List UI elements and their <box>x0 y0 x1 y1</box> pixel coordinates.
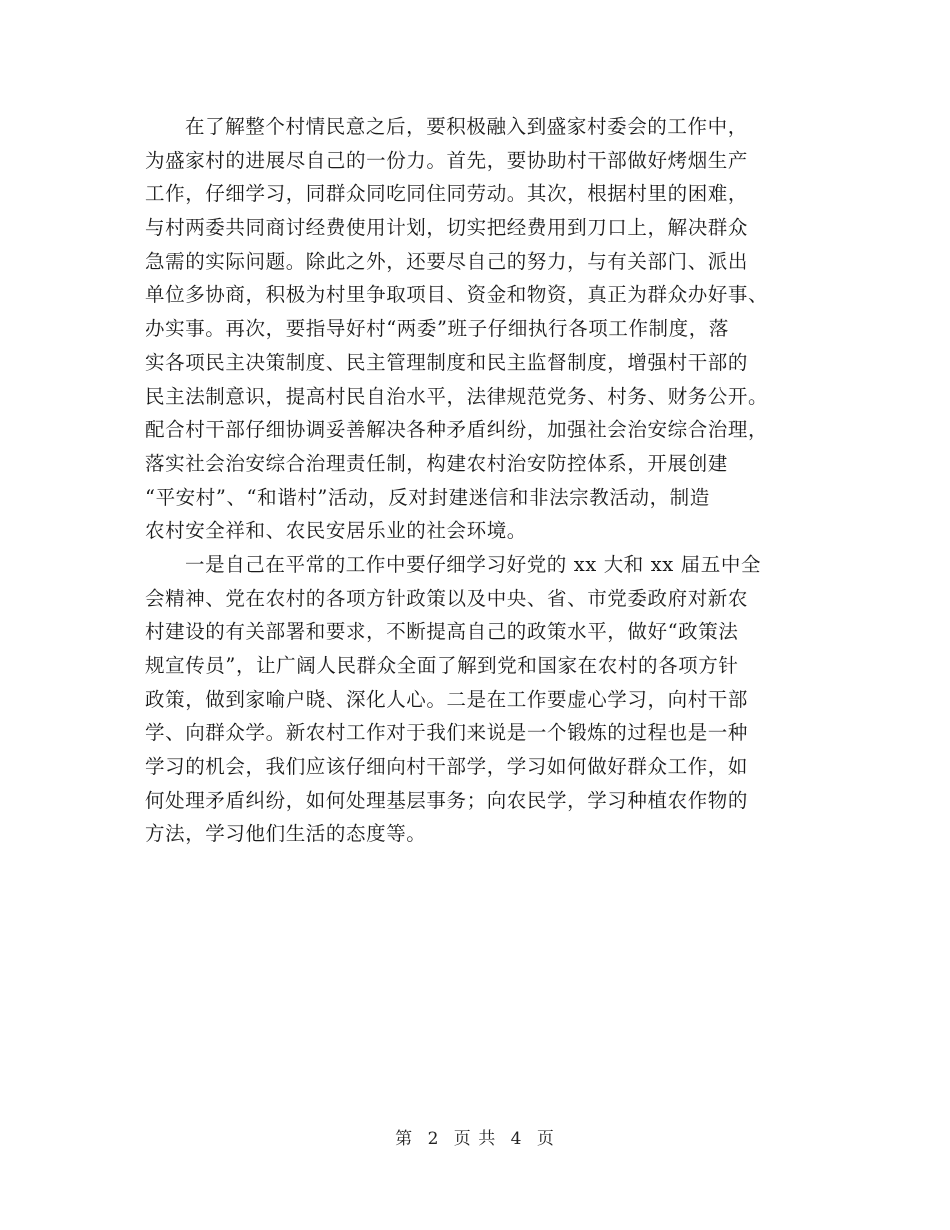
text-line: 民主法制意识，提高村民自治水平，法律规范党务、村务、财务公开。 <box>145 384 769 408</box>
document-body <box>145 110 805 851</box>
text-line: 学习的机会，我们应该仔细向村干部学，学习如何做好群众工作，如 <box>145 755 749 779</box>
page-footer <box>0 1124 950 1149</box>
footer-suffix: 页 <box>536 1129 555 1149</box>
text-line: 办实事。再次，要指导好村“两委”班子仔细执行各项工作制度，落 <box>145 317 729 341</box>
footer-prefix: 第 <box>395 1129 414 1149</box>
text-line: 何处理矛盾纠纷，如何处理基层事务；向农民学，学习种植农作物的 <box>145 788 749 812</box>
text-line: 急需的实际问题。除此之外，还要尽自己的努力，与有关部门、派出 <box>145 249 749 273</box>
text-line: 农村安全祥和、农民安居乐业的社会环境。 <box>145 519 527 543</box>
text-line: 工作，仔细学习，同群众同吃同住同劳动。其次，根据村里的困难， <box>145 182 749 206</box>
footer-page-number: 2 <box>427 1129 440 1149</box>
text-line: 与村两委共同商讨经费使用计划，切实把经费用到刀口上，解决群众 <box>145 216 749 240</box>
text-line: 在了解整个村情民意之后，要积极融入到盛家村委会的工作中， <box>185 115 748 138</box>
footer-middle: 页 共 <box>453 1129 497 1149</box>
text-line: 单位多协商，积极为村里争取项目、资金和物资，真正为群众办好事、 <box>145 283 769 307</box>
text-line: 实各项民主决策制度、民主管理制度和民主监督制度，增强村干部的 <box>145 350 749 374</box>
text-line: 规宣传员”，让广阔人民群众全面了解到党和国家在农村的各项方针 <box>145 654 739 677</box>
text-line: 会精神、党在农村的各项方针政策以及中央、省、市党委政府对新农 <box>145 586 749 610</box>
text-line: 学、向群众学。新农村工作对于我们来说是一个锻炼的过程也是一种 <box>145 721 749 745</box>
text-line: 配合村干部仔细协调妥善解决各种矛盾纠纷，加强社会治安综合治理， <box>145 418 769 442</box>
text-line: 一是自己在平常的工作中要仔细学习好党的 xx 大和 xx 届五中全 <box>185 552 762 576</box>
text-line: 政策，做到家喻户晓、深化人心。二是在工作要虚心学习，向村干部 <box>145 687 749 711</box>
paragraph-1 <box>145 110 805 548</box>
text-line: 方法，学习他们生活的态度等。 <box>145 822 427 846</box>
footer-total-pages: 4 <box>510 1129 523 1149</box>
text-line: 落实社会治安综合治理责任制，构建农村治安防控体系，开展创建 <box>145 451 728 475</box>
text-line: “平安村”、“和谐村”活动，反对封建迷信和非法宗教活动，制造 <box>145 485 710 509</box>
text-line: 为盛家村的进展尽自己的一份力。首先，要协助村干部做好烤烟生产 <box>145 148 749 172</box>
text-line: 村建设的有关部署和要求，不断提高自己的政策水平，做好“政策法 <box>145 620 739 644</box>
paragraph-2 <box>145 548 805 851</box>
